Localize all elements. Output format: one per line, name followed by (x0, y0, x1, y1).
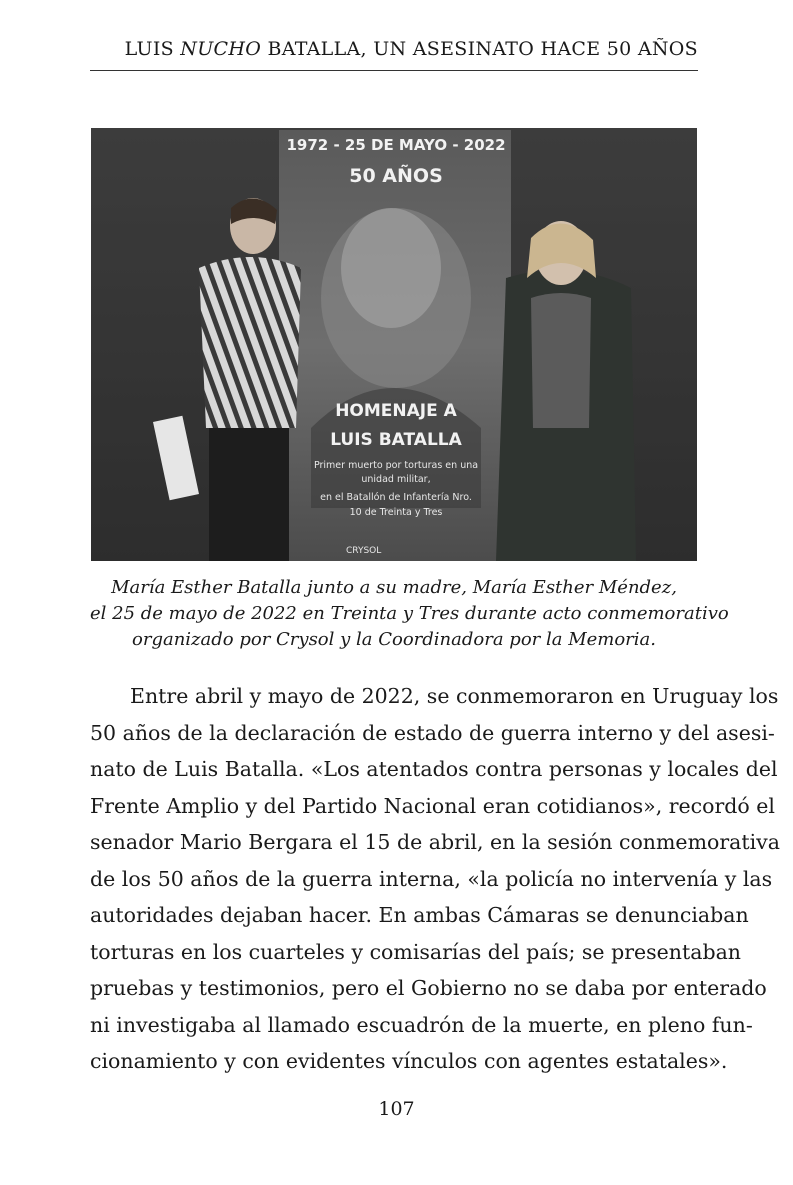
poster-years: 50 AÑOS (349, 165, 443, 187)
running-head-nickname: NUCHO (180, 38, 262, 60)
running-head-suffix: BATALLA, UN ASESINATO HACE 50 AÑOS (261, 38, 698, 60)
body-line: ni investigaba al llamado escuadrón de la muerte, en pleno fun- (90, 1012, 753, 1037)
body-line: 50 años de la declaración de estado de guerra interno y del asesi- (90, 720, 775, 745)
caption-line: el 25 de mayo de 2022 en Treinta y Tres durante acto conmemorativo (90, 603, 729, 624)
body-line: cionamiento y con evidentes vínculos con agentes estatales». (90, 1049, 728, 1073)
poster-dates: 1972 - 25 DE MAYO - 2022 (286, 136, 506, 154)
poster-homenaje: HOMENAJE A (335, 401, 457, 421)
commemoration-photo (91, 128, 697, 561)
header-rule (90, 70, 698, 71)
poster-desc-2: unidad militar, (361, 474, 431, 485)
poster (279, 130, 511, 561)
caption-line: organizado por Crysol y la Coordinadora por la Memoria. (132, 629, 656, 650)
body-paragraph (90, 678, 780, 1080)
poster-desc-1: Primer muerto por torturas en una (313, 460, 479, 471)
body-line: Entre abril y mayo de 2022, se conmemoraron en Uruguay los (130, 684, 779, 708)
poster-name: LUIS BATALLA (330, 430, 462, 450)
photo-caption (90, 575, 729, 653)
caption-line: María Esther Batalla junto a su madre, María Esther Méndez, (111, 577, 677, 598)
poster-desc-3: en el Batallón de Infantería Nro. (320, 492, 472, 503)
body-line: torturas en los cuarteles y comisarías del país; se presentaban (90, 939, 741, 964)
body-line: Frente Amplio y del Partido Nacional eran cotidianos», recordó el (90, 793, 775, 818)
body-line: nato de Luis Batalla. «Los atentados contra personas y locales del (90, 757, 778, 781)
body-line: autoridades dejaban hacer. En ambas Cámaras se denunciaban (90, 903, 749, 927)
page-number: 107 (378, 1098, 415, 1120)
poster-logo: CRYSOL (346, 546, 382, 556)
body-line: de los 50 años de la guerra interna, «la policía no intervenía y las (90, 866, 773, 891)
body-line: pruebas y testimonios, pero el Gobierno no se daba por enterado (90, 976, 767, 1000)
body-line: senador Mario Bergara el 15 de abril, en la sesión conmemorativa (90, 830, 780, 854)
poster-desc-4: 10 de Treinta y Tres (349, 507, 443, 518)
running-head (90, 38, 698, 60)
running-head-prefix: LUIS (124, 38, 181, 60)
